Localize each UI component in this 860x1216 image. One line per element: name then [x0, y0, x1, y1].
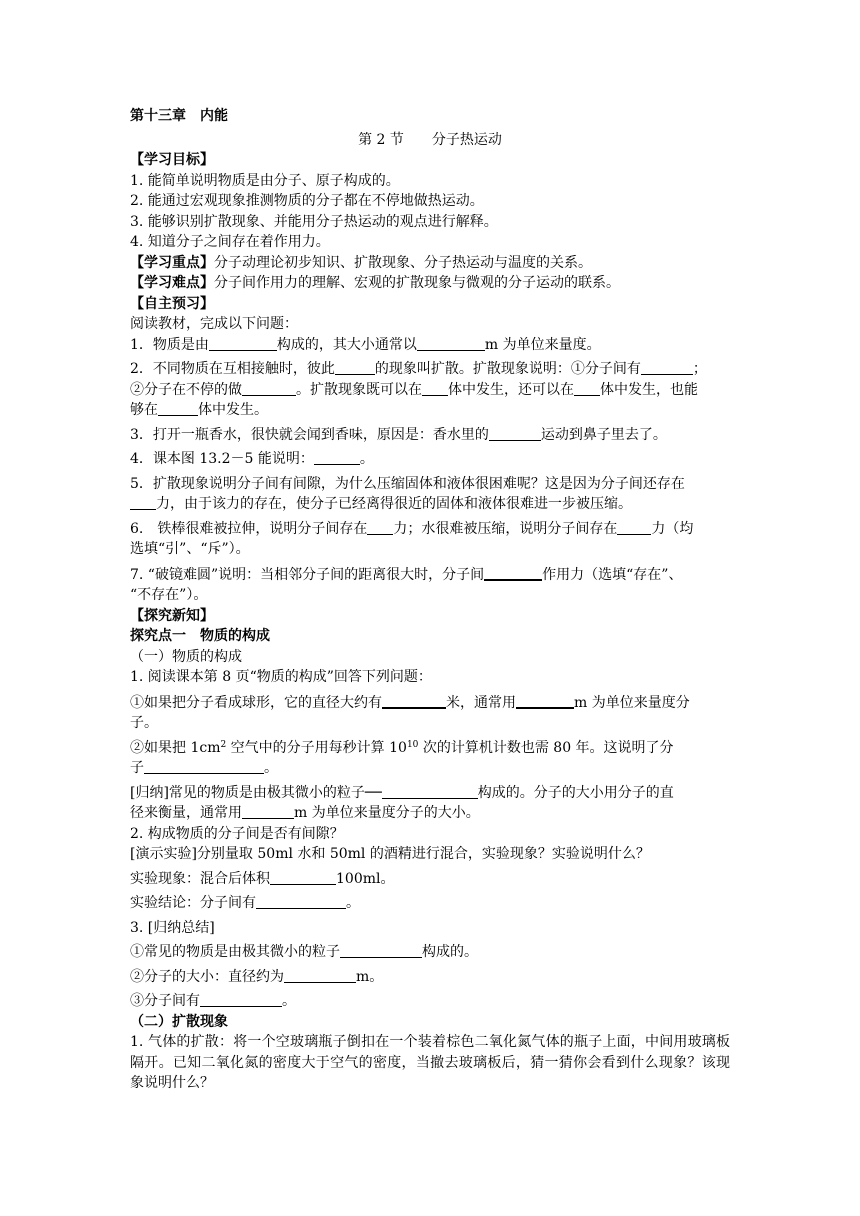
preview-q5-line2: 力，由于该力的存在，使分子已经离得很近的固体和液体很难进一步被压缩。	[130, 494, 730, 515]
explore-sub-1: （一）物质的构成	[130, 648, 242, 665]
key-point-text: 分子动理论初步知识、扩散现象、分子热运动与温度的关系。	[214, 254, 592, 271]
answer-blank[interactable]	[270, 869, 336, 885]
answer-blank[interactable]	[200, 991, 282, 1007]
preview-q7-line1: 7. “破镜难圆”说明：当相邻分子间的距离很大时，分子间 作用力（选填“存在”、	[130, 564, 730, 586]
preview-q4: 4．课本图 13.2－5 能说明： 。	[130, 451, 374, 467]
preview-intro: 阅读教材，完成以下问题：	[130, 316, 298, 332]
preview-q7-line2: “不存在”）。	[130, 587, 208, 603]
answer-blank[interactable]	[158, 400, 198, 416]
preview-q5-line1: 5．扩散现象说明分子间有间隙，为什么压缩固体和液体很困难呢？这是因为分子间还存在	[130, 475, 685, 492]
explore-q2-title: 2. 构成物质的分子间是否有间隙？	[130, 825, 344, 842]
preview-q2-line2: ②分子在不停的做 。扩散现象既可以在 体中发生，还可以在 体中发生，也能	[130, 381, 698, 398]
explore-point-1: 探究点一 物质的构成	[130, 628, 270, 644]
explore-summary-title: 3. [归纳总结]	[130, 919, 215, 936]
answer-blank[interactable]	[209, 335, 277, 351]
explore-sub-2: （二）扩散现象	[130, 1013, 228, 1030]
answer-blank[interactable]	[516, 692, 574, 709]
goal-item: 2. 能通过宏观现象推测物质的分子都在不停地做热运动。	[130, 193, 484, 209]
answer-blank[interactable]	[130, 494, 156, 510]
preview-q6-line2: 选填“引”、“斥”）。	[130, 541, 250, 557]
goal-item: 1. 能简单说明物质是由分子、原子构成的。	[130, 172, 400, 189]
preview-q3: 3．打开一瓶香水，很快就会闻到香味，原因是：香水里的 运动到鼻子里去了。	[130, 426, 667, 443]
answer-blank[interactable]	[256, 893, 346, 909]
answer-blank[interactable]	[417, 335, 485, 351]
explore-sum1-line2: 径来衡量，通常用 m 为单位来量度分子的大小。	[130, 805, 480, 821]
key-point-label: 【学习重点】	[130, 254, 214, 271]
key-point	[130, 253, 730, 274]
answer-blank[interactable]	[641, 359, 693, 375]
answer-blank[interactable]	[340, 942, 422, 958]
difficulty-label: 【学习难点】	[130, 275, 214, 291]
explore-r1-line2: 子。	[130, 715, 158, 731]
goal-item: 4. 知道分子之间存在着作用力。	[130, 234, 330, 250]
worksheet-page	[130, 106, 730, 1094]
answer-blank[interactable]	[314, 449, 360, 465]
answer-blank[interactable]	[242, 380, 296, 396]
explore-read: 1. 阅读课本第 8 页“物质的构成”回答下列问题：	[130, 669, 432, 685]
goal-item: 3. 能够识别扩散现象、并能用分子热运动的观点进行解释。	[130, 213, 498, 230]
explore-s1: ①常见的物质是由极其微小的粒子 构成的。	[130, 944, 478, 960]
difficulty-text: 分子间作用力的理解、宏观的扩散现象与微观的分子运动的联系。	[214, 275, 620, 291]
preview-q2-line1: 2．不同物质在互相接触时，彼此 的现象叫扩散。扩散现象说明：①分子间有 ；	[130, 361, 707, 377]
difficulty	[130, 273, 730, 294]
answer-blank[interactable]	[382, 783, 478, 799]
answer-blank[interactable]	[144, 758, 264, 774]
answer-blank[interactable]	[367, 519, 393, 535]
explore-demo: [演示实验]分别量取 50ml 水和 50ml 的酒精进行混合，实验现象？实验说明什么？	[130, 846, 650, 862]
answer-blank[interactable]	[617, 519, 651, 535]
preview-q2-line3: 够在 体中发生。	[130, 402, 268, 418]
answer-blank[interactable]	[489, 425, 541, 441]
explore-r2-line1: ②如果把 $1cm^2$ 空气中的分子用每秒计算 $10^{10}$ 次的计算机计数也需 80 年。这说明了分	[130, 739, 674, 756]
explore-heading: 【探究新知】	[130, 607, 214, 624]
answer-blank[interactable]	[382, 692, 446, 709]
explore-r2-line2: 子 。	[130, 760, 278, 776]
explore-phenomenon: 实验现象：混合后体积 100ml。	[130, 870, 395, 887]
explore-gas-diffusion: 1. 气体的扩散：将一个空玻璃瓶子倒扣在一个装着棕色二氧化氮气体的瓶子上面，中间用玻璃板隔开。已知二氧化氮的密度大于空气的密度，当撤去玻璃板后，猜一猜你会看到什么现象？该现象说明什么？	[130, 1034, 730, 1091]
explore-sum1-line1: [归纳]常见的物质是由极其微小的粒子── 构成的。分子的大小用分子的直	[130, 784, 674, 801]
section-title: 第 2 节 分子热运动	[358, 131, 502, 148]
explore-r1-line1: ①如果把分子看成球形，它的直径大约有 米，通常用 m 为单位来量度分	[130, 692, 730, 714]
answer-blank[interactable]	[242, 803, 294, 819]
answer-blank[interactable]	[574, 380, 600, 396]
explore-s3: ③分子间有 。	[130, 993, 296, 1009]
explore-s2: ②分子的大小：直径约为 m。	[130, 968, 384, 985]
answer-blank[interactable]	[284, 967, 356, 983]
preview-q1: 1．物质是由 构成的，其大小通常以 m 为单位来量度。	[130, 336, 601, 353]
explore-conclusion: 实验结论：分子间有 。	[130, 895, 360, 911]
goals-heading: 【学习目标】	[130, 152, 214, 168]
answer-blank[interactable]	[335, 359, 375, 375]
preview-heading: 【自主预习】	[130, 295, 214, 312]
preview-q6-line1: 6. 铁棒很难被拉伸，说明分子间存在 力；水很难被压缩，说明分子间存在 力（均	[130, 520, 694, 537]
answer-blank[interactable]	[422, 380, 448, 396]
answer-blank[interactable]	[484, 564, 542, 581]
chapter-title: 第十三章 内能	[130, 108, 228, 124]
